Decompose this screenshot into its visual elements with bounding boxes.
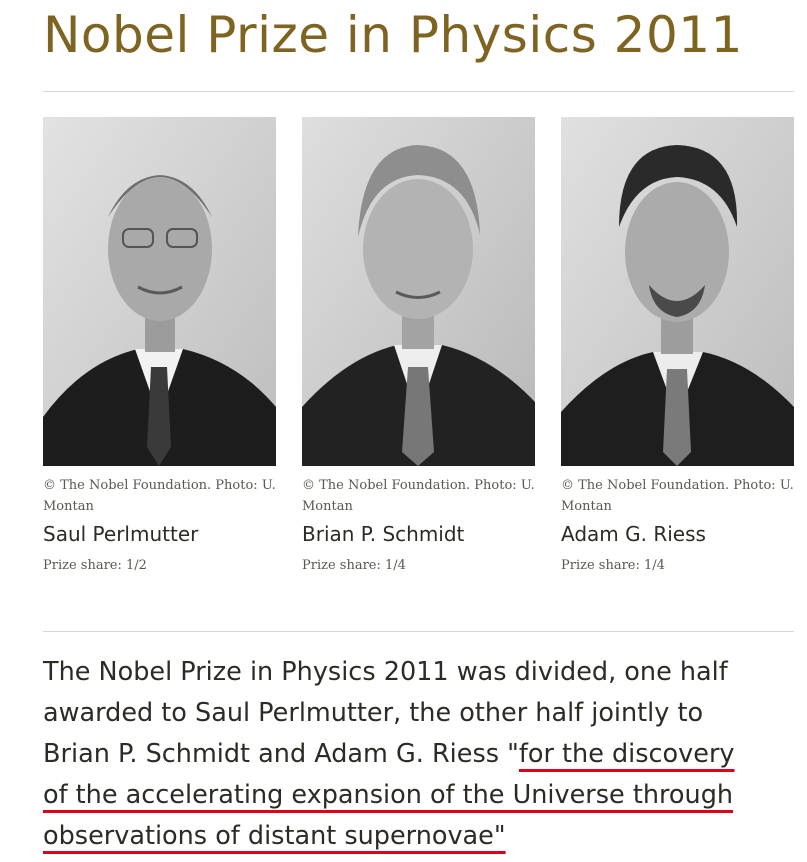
- photo-credit: © The Nobel Foundation. Photo: U. Montan: [561, 478, 794, 514]
- citation-line: Brian P. Schmidt and Adam G. Riess ": [43, 739, 519, 769]
- prize-share: Prize share: 1/4: [302, 558, 406, 573]
- page-title: Nobel Prize in Physics 2011: [43, 6, 743, 64]
- laureate-name[interactable]: Saul Perlmutter: [43, 522, 199, 546]
- laureate-photo-riess[interactable]: [561, 117, 794, 466]
- top-divider: [43, 91, 794, 92]
- laureate-photo-schmidt[interactable]: [302, 117, 535, 466]
- photo-credit: © The Nobel Foundation. Photo: U. Montan: [43, 478, 276, 514]
- laureate-name[interactable]: Brian P. Schmidt: [302, 522, 465, 546]
- laureate-photo-perlmutter[interactable]: [43, 117, 276, 466]
- laureates-list: [43, 117, 794, 587]
- laureate-card-perlmutter: [43, 117, 276, 575]
- prize-share: Prize share: 1/2: [43, 558, 147, 573]
- laureate-card-riess: [561, 117, 794, 575]
- section-divider: [43, 631, 794, 632]
- citation-underlined-text: of the accelerating expansion of the Universe through: [43, 780, 734, 810]
- laureate-card-schmidt: [302, 117, 535, 575]
- citation-line: The Nobel Prize in Physics 2011 was divided, one half: [43, 657, 728, 687]
- photo-credit: © The Nobel Foundation. Photo: U. Montan: [302, 478, 535, 514]
- prize-citation: [43, 652, 803, 857]
- citation-line: awarded to Saul Perlmutter, the other half jointly to: [43, 698, 704, 728]
- citation-underlined-text: for the discovery: [518, 739, 735, 769]
- citation-underlined-text: observations of distant supernovae": [43, 821, 506, 851]
- prize-share: Prize share: 1/4: [561, 558, 665, 573]
- laureate-name[interactable]: Adam G. Riess: [561, 522, 706, 546]
